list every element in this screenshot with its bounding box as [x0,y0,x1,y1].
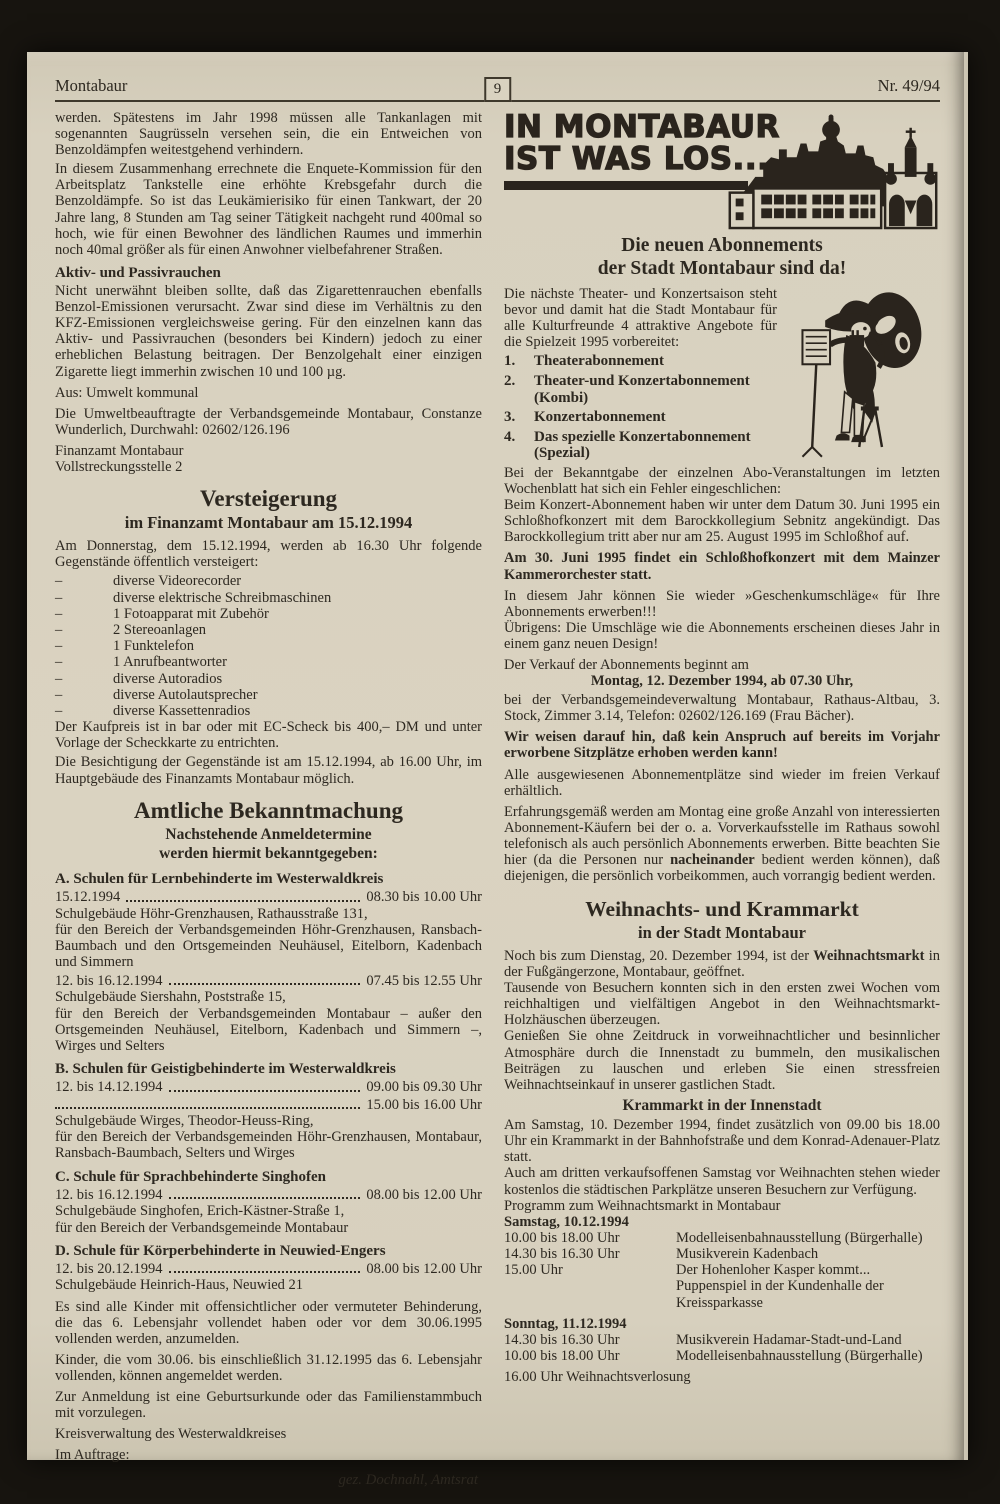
program-time: 14.30 bis 16.30 Uhr [504,1331,620,1348]
paragraph: Genießen Sie ohne Zeitdruck in vorweihnachtlicher und besinnlicher Atmosphäre durch die Innenstadt zu bummeln, den musikalischen Beiträgen zu lauschen und erleben Sie einen stressfreien Weihnachtseinkauf in unserer gastlichen Stadt. [504,1028,940,1093]
program-row [504,1348,940,1364]
program-event: Modelleisenbahnausstellung (Bürgerhalle) [676,1229,923,1246]
signature: gez. Dochnahl, Amtsrat [338,1472,478,1489]
dash: – [55,605,63,622]
market-subtitle: in der Stadt Montabaur [638,923,806,943]
announcement-subtitle: Nachstehende Anmeldetermine werden hiermit bekanntgegeben: [159,825,378,863]
dash: – [55,573,63,590]
schedule-detail: für den Bereich der Verbandsgemeinden Höhr-Grenzhausen, Montabaur, Ransbach-Baumbach, Selters und Wirges [55,1129,482,1162]
schedule-row [55,1187,482,1204]
schedule-time: 08.30 bis 10.00 Uhr [366,888,482,905]
program-time: 10.00 bis 18.00 Uhr [504,1348,620,1365]
program-row [504,1332,940,1348]
program-day: Sonntag, 11.12.1994 [504,1315,627,1332]
dash: – [55,686,63,703]
auction-item: – 1 Anrufbeantworter [55,654,227,671]
market-subheading: Krammarkt in der Innenstadt [622,1096,822,1114]
school-block-heading: A. Schulen für Lernbehinderte im Westerwaldkreis [55,870,384,887]
program-time: 14.30 bis 16.30 Uhr [504,1246,620,1263]
paragraph: Zur Anmeldung ist eine Geburtsurkunde oder das Familienstammbuch mit vorzulegen. [55,1389,482,1422]
sale-date-line: Montag, 12. Dezember 1994, ab 07.30 Uhr, [590,673,854,690]
dotted-leader [169,1197,361,1199]
schedule-row [55,973,482,990]
page-number: 9 [484,77,512,102]
program-row [504,1262,940,1311]
schedule-detail: Schulgebäude Siershahn, Poststraße 15, [55,989,286,1006]
logo-underline-bar [504,181,748,190]
schedule-time: 09.00 bis 09.30 Uhr [366,1079,482,1096]
schedule-date: 15.12.1994 [55,888,121,905]
abo-list-item: 3. Konzertabonnement [504,409,666,426]
paragraph: Auch am dritten verkaufsoffenen Samstag vor Weihnachten stehen wieder kostenlos die städtischen Parkplätze unseren Besuchern zur Verfügung. [504,1165,940,1198]
newspaper-page [27,52,968,1489]
paragraph: Übrigens: Die Umschläge wie die Abonnements erscheinen dieses Jahr in einem ganz neuen Design! [504,619,940,652]
paragraph: Tausende von Besuchern konnten sich in den ersten zwei Wochen vom reichhaltigen und vielfältigen Angebot in den Weihnachtsmarkt-Holzhäuschen überzeugen. [504,980,940,1029]
correction-bold: Am 30. Juni 1995 findet ein Schloßhofkonzert mit dem Mainzer Kammerorchester statt. [504,550,940,583]
columns [55,110,940,1489]
auction-item: – diverse Videorecorder [55,573,242,590]
auction-subtitle: im Finanzamt Montabaur am 15.12.1994 [124,513,413,533]
schedule-detail: Schulgebäude Wirges, Theodor-Heuss-Ring, [55,1113,314,1130]
schedule-row [55,1261,482,1278]
paragraph: Der Verkauf der Abonnements beginnt am [504,656,749,673]
schedule-time: 08.00 bis 12.00 Uhr [366,1260,482,1277]
auction-item: – diverse Kassettenradios [55,703,251,720]
schedule-time: 07.45 bis 12.55 Uhr [366,972,482,989]
logo-text-line1: IN MONTABAUR [504,109,780,145]
schedule-date: 12. bis 14.12.1994 [55,1079,163,1096]
market-title: Weihnachts- und Krammarkt [585,897,859,922]
program-time: 10.00 bis 18.00 Uhr [504,1229,620,1246]
left-column [55,110,482,1489]
school-block-heading: B. Schulen für Geistigbehinderte im Westerwaldkreis [55,1060,396,1077]
program-row [504,1230,940,1246]
auction-item: – diverse elektrische Schreibmaschinen [55,589,332,606]
paragraph: Am Samstag, 10. Dezember 1994, findet zusätzlich von 09.00 bis 18.00 Uhr ein Krammarkt in der Bahnhofstraße und dem Konrad-Adenauer-Platz statt. [504,1117,940,1166]
dotted-leader [169,1271,361,1273]
office-line: Vollstreckungsstelle 2 [55,459,183,476]
paragraph: Noch bis zum Dienstag, 20. Dezember 1994, ist der Weihnachtsmarkt in der Fußgängerzone, Montabaur, geöffnet. [504,947,941,981]
school-block-heading: D. Schule für Körperbehinderte in Neuwied-Engers [55,1242,386,1259]
schedule-row [55,1079,482,1096]
announcement-title: Amtliche Bekanntmachung [134,797,403,823]
dotted-leader [169,983,361,985]
dash: – [55,654,63,671]
auction-item: – 1 Fotoapparat mit Zubehör [55,605,269,622]
org-line: Kreisverwaltung des Westerwaldkreises [55,1426,287,1443]
office-line: Finanzamt Montabaur [55,442,184,459]
program-event: Modelleisenbahnausstellung (Bürgerhalle) [676,1348,923,1365]
logo-text-line2: IST WAS LOS... [504,140,770,177]
right-column [504,110,940,1489]
schedule-detail: Schulgebäude Singhofen, Erich-Kästner-Straße 1, [55,1203,345,1220]
header-issue-label: Nr. 49/94 [877,76,940,95]
schedule-detail: für den Bereich der Verbandsgemeinden Höhr-Grenzhausen, Ransbach-Baumbach und den Ortsgemeinden Neuhäusel, Eitelborn, Kadenbach und Simmern [55,921,482,970]
program-event: Musikverein Kadenbach [676,1246,819,1263]
schedule-date: 12. bis 16.12.1994 [55,972,163,989]
paragraph: Bei der Bekanntgabe der einzelnen Abo-Veranstaltungen im letzten Wochenblatt hat sich ein Fehler eingeschlichen: [504,464,940,498]
paragraph: Kinder, die vom 30.06. bis einschließlich 31.12.1995 das 6. Lebensjahr vollenden, können angemeldet werden. [55,1351,482,1384]
paragraph: Beim Konzert-Abonnement haben wir unter dem Datum 30. Juni 1995 ein Schloßhofkonzert mit dem Barockkollegium Sebnitz angekündigt. Das Barockkollegium tritt aber nur am 25. August 1995 im Schloßhof auf. [504,497,940,546]
paragraph: In diesem Zusammenhang errechnete die Enquete-Kommission für den Arbeitsplatz Tankstelle eine erhöhte Krebsgefahr durch die Benzoldämpfe. So ist das Leukämierisiko für einen Tankwart, der 20 Jahre lang, 8 Stunden am Tag seiner Tätigkeit nachgeht rund 400mal so hoch, wie für einen Bewohner des ländlichen Raumes und immerhin noch 40mal größer als für einen Anwohner vielbefahrener Straßen. [55,161,482,258]
schedule-time: 15.00 bis 16.00 Uhr [366,1096,482,1113]
abo-list-item: 1. Theaterabonnement [504,353,664,370]
program-row [504,1246,940,1262]
program-day: Samstag, 10.12.1994 [504,1213,629,1230]
auction-title: Versteigerung [199,486,338,512]
auction-item: – diverse Autolautsprecher [55,686,258,703]
dash: – [55,670,63,687]
abo-list-item: 4. Das spezielle Konzertabonnement (Spezial) [504,428,751,462]
paragraph: bei der Verbandsgemeindeverwaltung Montabaur, Rathaus-Altbau, 3. Stock, Zimmer 3.14, Telefon: 02602/126.169 (Frau Bächer). [504,692,940,725]
auction-item: – 1 Funktelefon [55,638,194,655]
schedule-row [55,889,482,906]
musician-icon [785,288,940,460]
paragraph: Es sind alle Kinder mit offensichtlicher oder vermuteter Behinderung, die das 6. Lebensjahr vollendet haben oder vor dem 30.06.1995 vollenden werden, anzumelden. [55,1298,482,1347]
dash: – [55,638,63,655]
program-final-line: 16.00 Uhr Weihnachtsverlosung [504,1369,691,1386]
source-line: Aus: Umwelt kommunal [55,384,199,401]
paragraph: Nicht unerwähnt bleiben sollte, daß das Zigarettenrauchen ebenfalls Benzol-Emissionen verursacht. Zwar sind diese im Verhältnis zu den KFZ-Emissionen vergleichsweise gering. Für den einzelnen kann das Aktiv- und Passivrauchen (besonders bei Kindern) jedoch zu einer erheblichen Belastung beitragen. Der Benzolgehalt einer einzigen Zigarette liegt immerhin zwischen 10 und 100 µg. [55,283,482,380]
paragraph: Erfahrungsgemäß werden am Montag eine große Anzahl von interessierten Abonnement-Käufern bei der o. a. Vorverkaufsstelle im Rathaus sowohl telefonisch als auch persönlich Abonnements erwerben. Bitte beachten Sie hier (da die Personen nur nacheinander bedient werden können), daß diejenigen, die persönlich vorbeikommen, auch vorrangig bedient werden. [504,803,940,885]
schedule-detail: Schulgebäude Höhr-Grenzhausen, Rathausstraße 131, [55,905,368,922]
schedule-date: 12. bis 20.12.1994 [55,1260,163,1277]
dash: – [55,589,63,606]
header-section-label: Montabaur [55,76,128,95]
paragraph: Die Besichtigung der Gegenstände ist am 15.12.1994, ab 16.00 Uhr, im Hauptgebäude des Finanzamts Montabaur möglich. [55,754,482,787]
logo [504,109,940,228]
dotted-leader [169,1090,361,1092]
program-event: Musikverein Hadamar-Stadt-und-Land [676,1331,902,1348]
program-time: 15.00 Uhr [504,1262,563,1279]
paragraph: In diesem Jahr können Sie wieder »Geschenkumschläge« für Ihre Abonnements erwerben!!! [504,587,940,620]
schedule-time: 08.00 bis 12.00 Uhr [366,1186,482,1203]
dotted-leader [55,1107,360,1109]
dash: – [55,703,63,720]
program-event: Der Hohenloher Kasper kommt... Puppenspiel in der Kundenhalle der Kreissparkasse [676,1262,884,1311]
schedule-detail: Schulgebäude Heinrich-Haus, Neuwied 21 [55,1277,304,1294]
schedule-row [55,1097,482,1114]
dotted-leader [126,900,360,902]
paragraph: Der Kaufpreis ist in bar oder mit EC-Scheck bis 400,– DM und unter Vorlage der Scheckkarte zu entrichten. [55,719,482,752]
schedule-detail: für den Bereich der Verbandsgemeinde Montabaur [55,1219,349,1236]
abo-title: Die neuen Abonnements der Stadt Montabaur sind da! [597,235,847,279]
castle-skyline-icon [722,114,944,230]
notice-bold: Wir weisen darauf hin, daß kein Anspruch auf bereits im Vorjahr erworbene Sitzplätze erhoben werden kann! [504,729,940,762]
contact-line: Die Umweltbeauftragte der Verbandsgemeinde Montabaur, Constanze Wunderlich, Durchwahl: 02602/126.196 [55,405,482,438]
paragraph: werden. Spätestens im Jahr 1998 müssen alle Tankanlagen mit sogenannten Saugrüsseln versehen sein, die ein Entweichen von Benzoldämpfen weitestgehend verhindern. [55,110,482,159]
paragraph: Alle ausgewiesenen Abonnementplätze sind wieder im freien Verkauf erhältlich. [504,766,940,799]
auction-item: – diverse Autoradios [55,670,223,687]
schedule-date: 12. bis 16.12.1994 [55,1186,163,1203]
paragraph: Programm zum Weihnachtsmarkt in Montabaur [504,1197,781,1214]
paragraph: Die nächste Theater- und Konzertsaison steht bevor und damit hat die Stadt Montabaur für alle Kulturfreunde 4 attraktive Angebote für die Spielzeit 1995 vorbereitet: [504,286,777,351]
by-order-line: Im Auftrage: [55,1447,130,1464]
abo-list-item: 2. Theater-und Konzertabonnement (Kombi) [504,372,750,406]
school-block-heading: C. Schule für Sprachbehinderte Singhofen [55,1168,327,1185]
page-header [55,76,940,102]
dash: – [55,622,63,639]
auction-item: – 2 Stereoanlagen [55,622,207,639]
section-heading: Aktiv- und Passivrauchen [55,264,221,281]
schedule-detail: für den Bereich der Verbandsgemeinden Montabaur – außer den Ortsgemeinden Neuhäusel, Eitelborn, Kadenbach und Simmern –, Wirges und Selters [55,1005,482,1054]
paragraph: Am Donnerstag, dem 15.12.1994, werden ab 16.30 Uhr folgende Gegenstände öffentlich versteigert: [55,538,482,571]
